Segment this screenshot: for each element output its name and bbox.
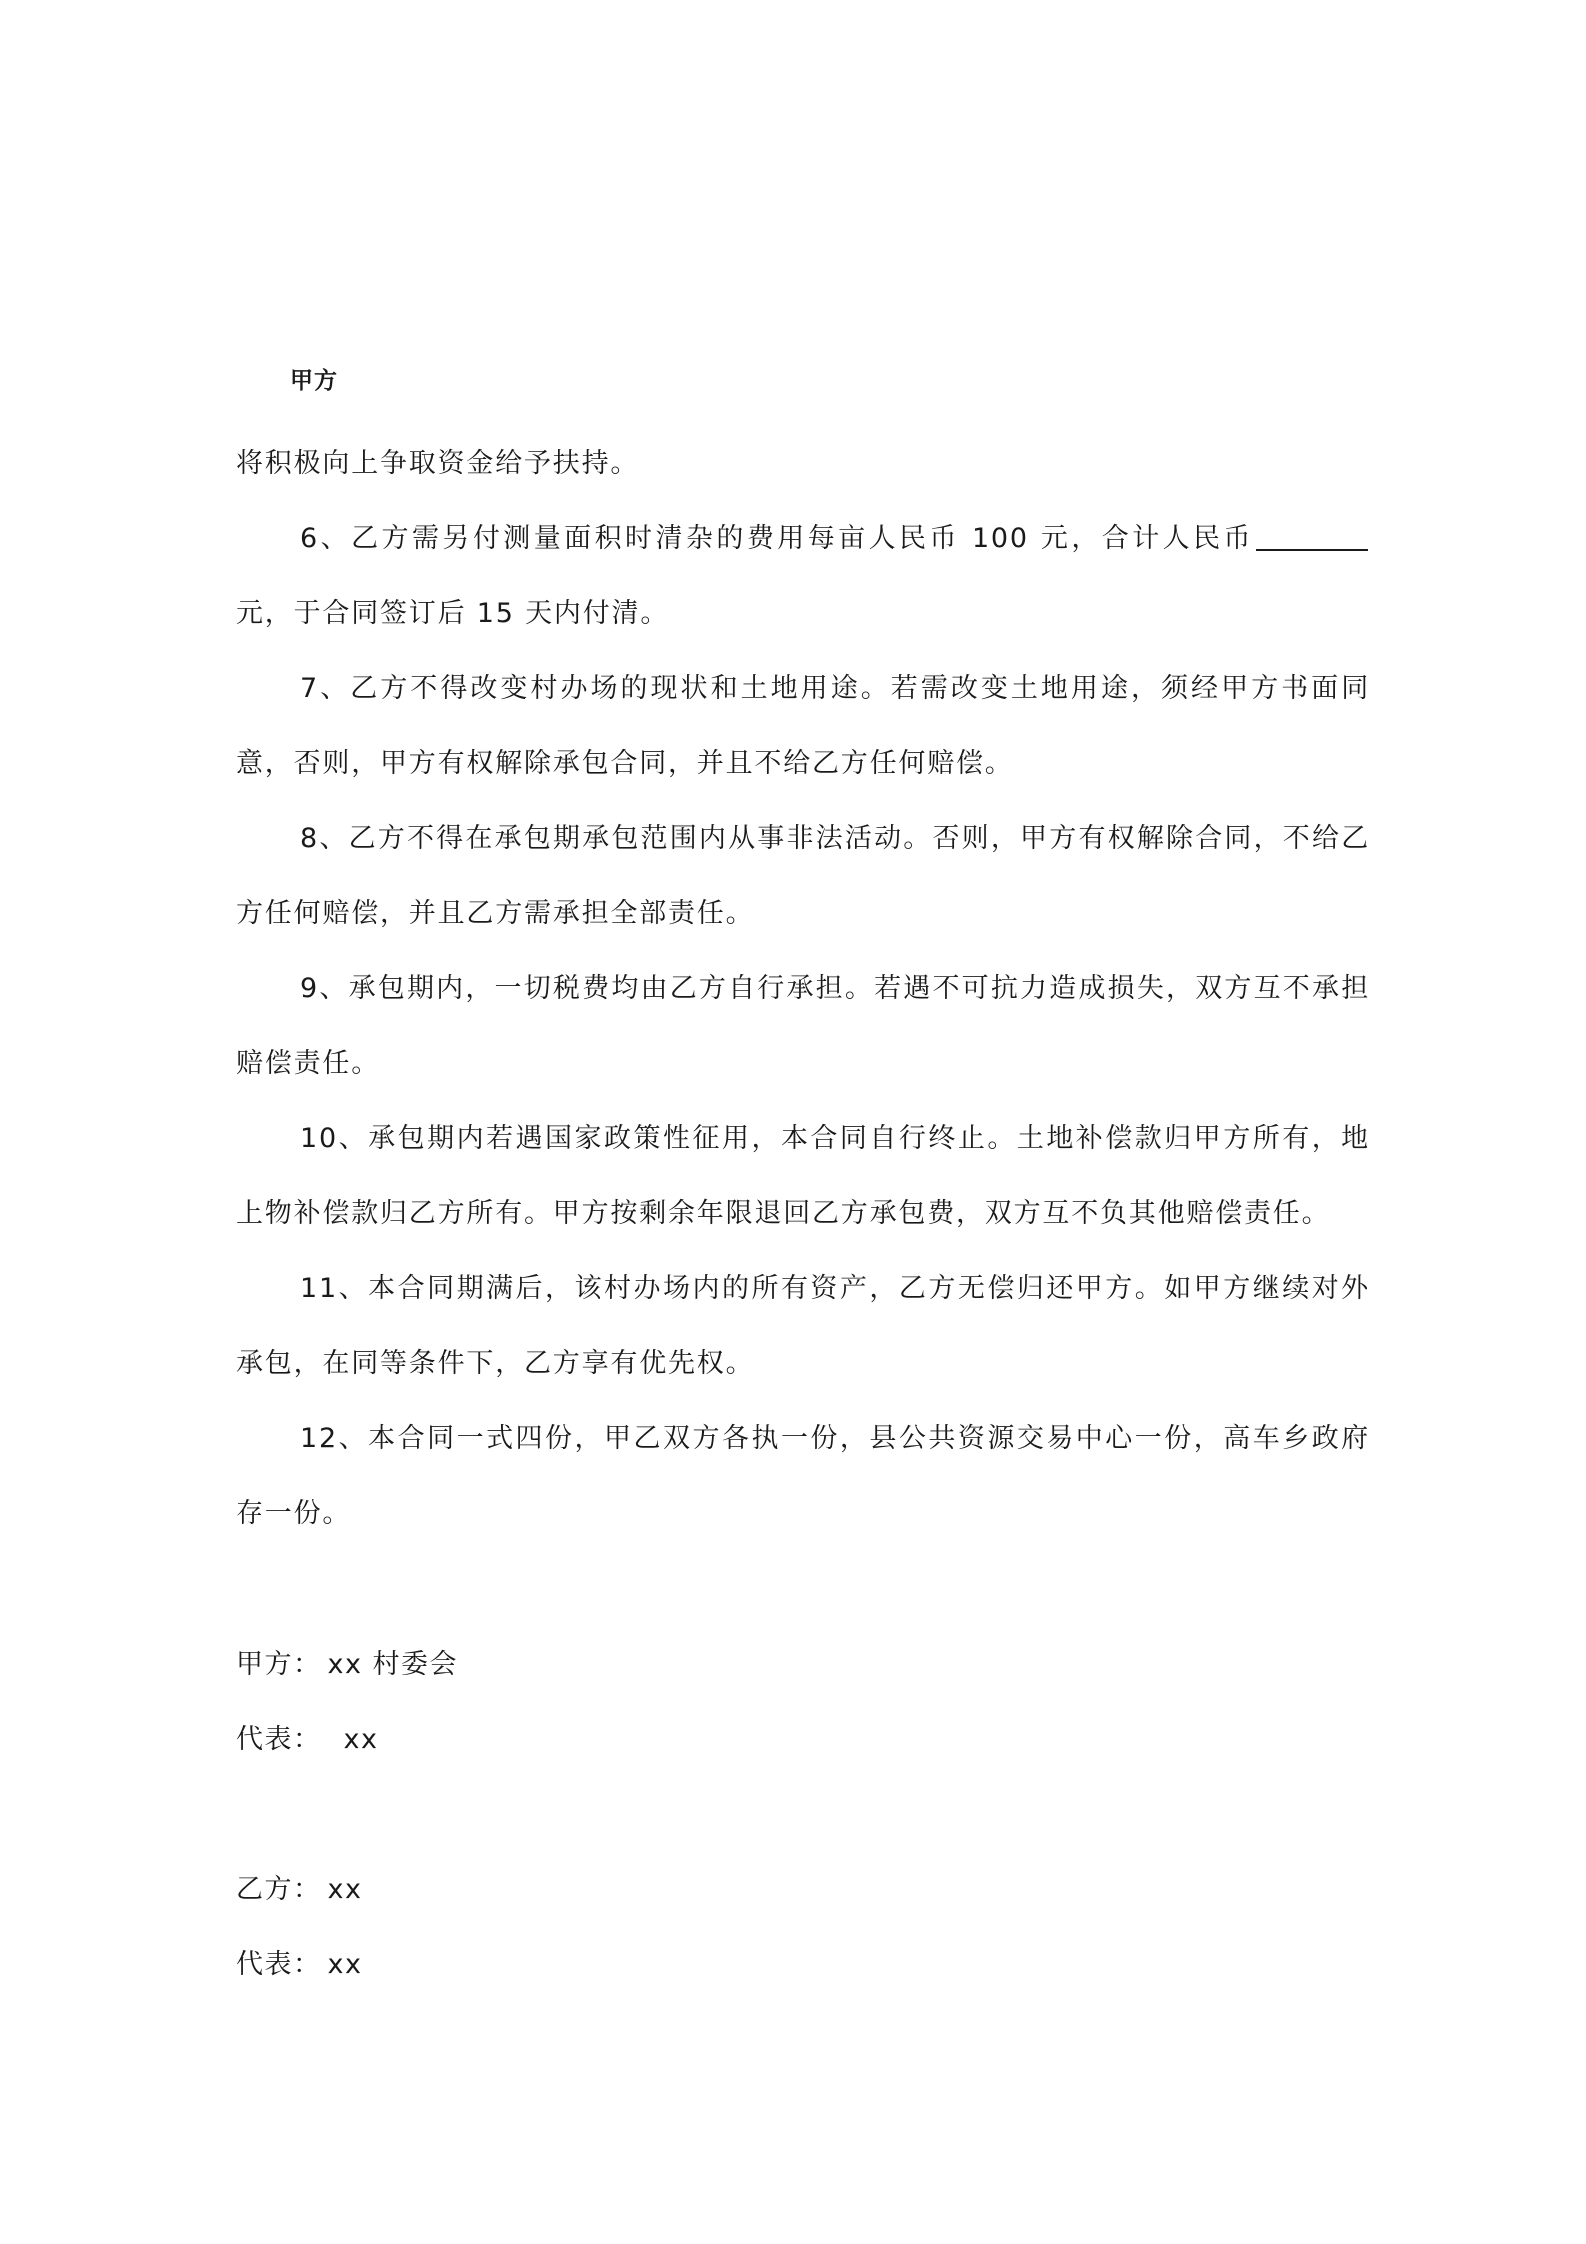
party-a-value: xx 村委会	[327, 1649, 459, 1680]
party-b-line	[236, 1867, 362, 1906]
party-a-line	[236, 1642, 458, 1681]
rep-b-line	[236, 1942, 362, 1981]
clause-6-text-before: 6、乙方需另付测量面积时清杂的费用每亩人民币 100 元，合计人民币	[300, 523, 1254, 554]
rep-b-value: xx	[327, 1949, 363, 1980]
contract-body	[236, 426, 1370, 1551]
clause-10: 10、承包期内若遇国家政策性征用，本合同自行终止。土地补偿款归甲方所有，地上物补偿款归乙方所有。甲方按剩余年限退回乙方承包费，双方互不负其他赔偿责任。	[236, 1123, 1370, 1229]
clause-12: 12、本合同一式四份，甲乙双方各执一份，县公共资源交易中心一份，高车乡政府存一份。	[236, 1423, 1370, 1529]
clause-6-text-after: 元，于合同签订后 15 天内付清。	[236, 598, 670, 629]
paragraph-continuation: 将积极向上争取资金给予扶持。	[236, 448, 640, 479]
clause-7: 7、乙方不得改变村办场的现状和土地用途。若需改变土地用途，须经甲方书面同意，否则，甲方有权解除承包合同，并且不给乙方任何赔偿。	[236, 673, 1370, 779]
amount-blank	[1256, 522, 1368, 551]
party-b-value: xx	[327, 1874, 363, 1905]
party-a-label: 甲方：	[236, 1649, 322, 1680]
clause-6	[236, 501, 1370, 651]
rep-a-label: 代表：	[236, 1724, 322, 1755]
header-label: 甲方	[290, 368, 338, 394]
rep-a-line	[236, 1717, 378, 1756]
clause-8: 8、乙方不得在承包期承包范围内从事非法活动。否则，甲方有权解除合同，不给乙方任何赔偿，并且乙方需承担全部责任。	[236, 823, 1370, 929]
rep-a-value: xx	[343, 1724, 379, 1755]
party-b-label: 乙方：	[236, 1874, 322, 1905]
clause-11: 11、本合同期满后，该村办场内的所有资产，乙方无偿归还甲方。如甲方继续对外承包，在同等条件下，乙方享有优先权。	[236, 1273, 1370, 1379]
rep-b-label: 代表：	[236, 1949, 322, 1980]
clause-9: 9、承包期内，一切税费均由乙方自行承担。若遇不可抗力造成损失，双方互不承担赔偿责任。	[236, 973, 1370, 1079]
